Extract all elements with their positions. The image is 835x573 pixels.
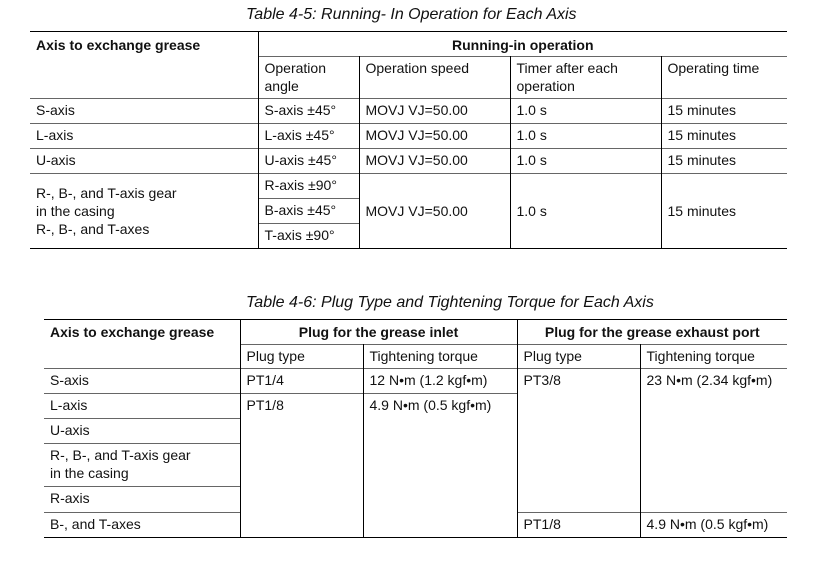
time-cell: 15 minutes <box>667 152 736 168</box>
angle-cell: T-axis ±90° <box>258 224 359 249</box>
col-plug-type: Plug type <box>240 345 363 369</box>
speed-cell: MOVJ VJ=50.00 <box>359 174 510 249</box>
axis-line: R-, B-, and T-axis gear <box>50 447 191 463</box>
axis-cell: S-axis <box>30 99 258 124</box>
timer-cell: 1.0 s <box>510 99 661 124</box>
plug-type-cell: PT3/8 <box>517 369 640 513</box>
col-operating-time: Operating time <box>667 60 760 76</box>
angle-cell: U-axis ±45° <box>258 149 359 174</box>
axis-cell: U-axis <box>44 419 240 444</box>
axis-line: in the casing <box>36 203 115 219</box>
angle-cell: L-axis ±45° <box>258 124 359 149</box>
axis-line: R-, B-, and T-axis gear <box>36 185 177 201</box>
col-operation-angle: Operation angle <box>258 57 359 99</box>
table-row <box>30 124 787 149</box>
col-plug-type: Plug type <box>517 345 640 369</box>
running-in-table <box>30 31 787 249</box>
angle-cell: R-axis ±90° <box>258 174 359 199</box>
time-cell: 15 minutes <box>667 203 736 219</box>
table-caption: Table 4-5: Running- In Operation for Each Axis <box>246 6 577 23</box>
axis-cell: B-, and T-axes <box>44 512 240 537</box>
table-row <box>30 174 787 199</box>
col-tightening-torque: Tightening torque <box>646 348 755 364</box>
plug-type-cell: PT1/4 <box>240 369 363 394</box>
torque-cell: 4.9 N•m (0.5 kgf•m) <box>646 515 769 532</box>
speed-cell: MOVJ VJ=50.00 <box>359 99 510 124</box>
table-row <box>30 149 787 174</box>
torque-cell: 23 N•m (2.34 kgf•m) <box>646 372 773 388</box>
timer-cell: 1.0 s <box>510 174 661 249</box>
time-cell: 15 minutes <box>667 102 736 118</box>
table-caption: Table 4-6: Plug Type and Tightening Torque for Each Axis <box>246 294 654 311</box>
axis-cell <box>44 444 240 487</box>
table-row <box>44 369 787 394</box>
speed-cell: MOVJ VJ=50.00 <box>359 149 510 174</box>
axis-line: in the casing <box>50 465 129 481</box>
axis-cell: U-axis <box>30 149 258 174</box>
axis-cell: L-axis <box>30 124 258 149</box>
speed-cell: MOVJ VJ=50.00 <box>359 124 510 149</box>
timer-cell: 1.0 s <box>510 149 661 174</box>
header-grease-exhaust: Plug for the grease exhaust port <box>544 324 760 340</box>
col-timer: Timer after each operation <box>510 57 661 99</box>
header-axis: Axis to exchange grease <box>44 320 240 369</box>
angle-cell: S-axis ±45° <box>258 99 359 124</box>
plug-type-cell: PT1/8 <box>240 394 363 538</box>
torque-cell: 12 N•m (1.2 kgf•m) <box>363 369 517 394</box>
angle-cell: B-axis ±45° <box>258 199 359 224</box>
col-tightening-torque: Tightening torque <box>363 345 517 369</box>
torque-cell: 4.9 N•m (0.5 kgf•m) <box>363 394 517 538</box>
axis-cell: R-axis <box>44 487 240 512</box>
axis-cell: L-axis <box>44 394 240 419</box>
plug-type-cell: PT1/8 <box>517 512 640 537</box>
timer-cell: 1.0 s <box>510 124 661 149</box>
plug-type-table <box>44 319 787 538</box>
header-axis: Axis to exchange grease <box>30 32 258 99</box>
header-grease-inlet: Plug for the grease inlet <box>240 320 517 345</box>
col-operation-speed: Operation speed <box>359 57 510 99</box>
axis-cell <box>30 174 258 249</box>
table-row <box>30 99 787 124</box>
axis-line: R-, B-, and T-axes <box>36 221 150 237</box>
time-cell: 15 minutes <box>667 127 736 143</box>
header-running-in: Running-in operation <box>452 37 594 53</box>
axis-cell: S-axis <box>44 369 240 394</box>
